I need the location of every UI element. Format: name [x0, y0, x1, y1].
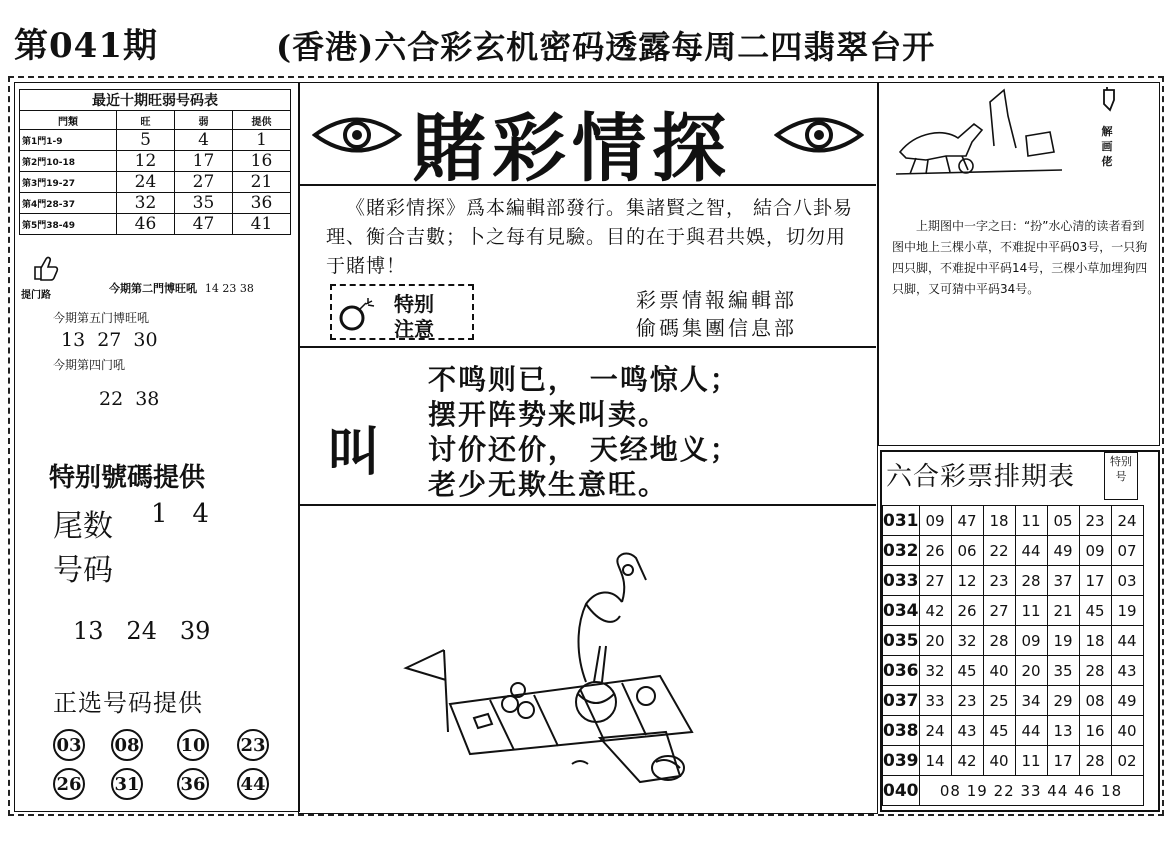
number-cell: 27 — [983, 596, 1015, 626]
number-cell: 35 — [1047, 656, 1079, 686]
number-cell: 33 — [919, 686, 951, 716]
page-header — [14, 8, 1164, 68]
picks-title: 正选号码提供 — [53, 689, 203, 717]
issue-cell: 033 — [883, 566, 920, 596]
number-cell: 18 — [983, 506, 1015, 536]
issue-cell: 036 — [883, 656, 920, 686]
pick-ball: 44 — [237, 768, 269, 800]
number-cell: 08 19 22 33 44 46 18 — [919, 776, 1143, 806]
number-cell: 03 — [1111, 566, 1143, 596]
number-cell: 26 — [919, 536, 951, 566]
number-cell: 42 — [951, 746, 983, 776]
number-cell: 49 — [1111, 686, 1143, 716]
history-title: 最近十期旺弱号码表 — [20, 90, 291, 111]
pick-ball: 26 — [53, 768, 85, 800]
table-row — [20, 214, 291, 235]
given-value: 16 — [233, 151, 291, 172]
pick-ball: 08 — [111, 729, 143, 761]
notice-label-2: 注意 — [394, 317, 434, 341]
number-cell: 27 — [919, 566, 951, 596]
pick-ball: 23 — [237, 729, 269, 761]
schedule-table — [882, 505, 1144, 806]
eye-icon — [774, 112, 864, 158]
number-cell: 11 — [1015, 746, 1047, 776]
page-title: (香港)六合彩玄机密码透露每周二四翡翠台开 — [276, 28, 936, 66]
poem-line: 摆开阵势来叫卖。 — [428, 398, 669, 431]
banner — [300, 84, 876, 192]
issue-cell: 035 — [883, 626, 920, 656]
number-cell: 09 — [1079, 536, 1111, 566]
given-value: 36 — [233, 193, 291, 214]
hot-value: 32 — [117, 193, 175, 214]
tip-line-1-text: 今期第二門博旺吼 — [109, 282, 197, 295]
number-cell: 45 — [983, 716, 1015, 746]
poem-line: 讨价还价， 天经地义； — [428, 433, 740, 466]
number-cell: 40 — [983, 656, 1015, 686]
table-row — [883, 686, 1144, 716]
special-title: 特别號碼提供 — [49, 463, 206, 493]
poem-text — [428, 362, 740, 502]
number-cell: 17 — [1079, 566, 1111, 596]
issue-cell: 037 — [883, 686, 920, 716]
row-label: 第3門19-27 — [20, 172, 117, 193]
org-name-2: 偷碼集團信息部 — [636, 316, 797, 340]
hot-value: 24 — [117, 172, 175, 193]
special-number-badge: 特别号 — [1104, 452, 1138, 500]
col-header: 弱 — [175, 111, 233, 130]
number-cell: 09 — [1015, 626, 1047, 656]
given-value: 1 — [233, 130, 291, 151]
issue-cell: 032 — [883, 536, 920, 566]
number-cell: 25 — [983, 686, 1015, 716]
number-cell: 49 — [1047, 536, 1079, 566]
dog-sketch-icon — [886, 86, 1064, 182]
issue-number: 第041期 — [14, 26, 158, 66]
number-cell: 28 — [1079, 746, 1111, 776]
number-cell: 37 — [1047, 566, 1079, 596]
hot-value: 46 — [117, 214, 175, 235]
intro-text: 《賭彩情探》爲本編輯部發行。集諸賢之智， 結合八卦易理、衡合吉數；卜之每有見驗。目的在于與君共娛，切勿用于賭博！ — [326, 197, 854, 277]
history-table — [19, 89, 291, 235]
table-row — [883, 716, 1144, 746]
table-row — [20, 130, 291, 151]
bomb-icon — [338, 296, 378, 332]
table-row — [883, 746, 1144, 776]
number-cell: 28 — [1079, 656, 1111, 686]
number-cell: 18 — [1079, 626, 1111, 656]
number-cell: 44 — [1015, 536, 1047, 566]
number-value: 13 24 39 — [73, 617, 211, 645]
tip-line-3-numbers: 22 38 — [99, 388, 160, 410]
side-label: 解画佬 — [1101, 125, 1113, 168]
pick-ball: 36 — [177, 768, 209, 800]
number-cell: 19 — [1047, 626, 1079, 656]
number-cell: 05 — [1047, 506, 1079, 536]
table-row — [883, 626, 1144, 656]
tip-line-3-text: 今期第四门吼 — [53, 358, 126, 372]
number-cell: 42 — [919, 596, 951, 626]
poem-block — [300, 348, 876, 506]
number-cell: 11 — [1015, 596, 1047, 626]
issue-cell: 039 — [883, 746, 920, 776]
number-cell: 19 — [1111, 596, 1143, 626]
number-cell: 44 — [1111, 626, 1143, 656]
number-cell: 20 — [919, 626, 951, 656]
intro-block — [300, 186, 876, 348]
weak-value: 27 — [175, 172, 233, 193]
number-cell: 40 — [1111, 716, 1143, 746]
issue-cell: 040 — [883, 776, 920, 806]
tip-line-2-numbers: 13 27 30 — [61, 329, 158, 351]
weak-value: 17 — [175, 151, 233, 172]
pointing-hand-icon — [1098, 86, 1122, 112]
number-cell: 24 — [919, 716, 951, 746]
number-cell: 32 — [919, 656, 951, 686]
number-cell: 23 — [1079, 506, 1111, 536]
hot-value: 5 — [117, 130, 175, 151]
schedule-title: 六合彩票排期表 — [886, 462, 1076, 492]
table-row — [20, 172, 291, 193]
number-cell: 02 — [1111, 746, 1143, 776]
number-cell: 07 — [1111, 536, 1143, 566]
clue-text: 上期图中一字之曰：“扮”水心清的读者看到图中地上三棵小草，不难捉中平码03号，一只狗四只脚，不难捉中平码14号，三棵小草加埋狗四只脚，又可猜中平码34号。 — [892, 219, 1148, 296]
number-cell: 43 — [1111, 656, 1143, 686]
thumbs-up-icon — [29, 253, 59, 283]
table-row — [20, 151, 291, 172]
col-header: 旺 — [117, 111, 175, 130]
number-cell: 26 — [951, 596, 983, 626]
tip-line-1-numbers: 14 23 38 — [204, 282, 254, 295]
pick-ball: 03 — [53, 729, 85, 761]
number-cell: 28 — [1015, 566, 1047, 596]
tip-line-2-text: 今期第五门博旺吼 — [53, 311, 150, 325]
table-row — [883, 596, 1144, 626]
org-name-1: 彩票情報編輯部 — [636, 288, 797, 312]
pick-ball: 10 — [177, 729, 209, 761]
issue-cell: 038 — [883, 716, 920, 746]
number-cell: 34 — [1015, 686, 1047, 716]
number-cell: 08 — [1079, 686, 1111, 716]
row-label: 第1門1-9 — [20, 130, 117, 151]
number-cell: 20 — [1015, 656, 1047, 686]
number-label: 号码 — [53, 553, 113, 588]
poem-big-char: 叫 — [328, 422, 381, 483]
number-cell: 14 — [919, 746, 951, 776]
number-cell: 32 — [951, 626, 983, 656]
notice-label-1: 特别 — [394, 292, 434, 316]
row-label: 第5門38-49 — [20, 214, 117, 235]
number-cell: 23 — [951, 686, 983, 716]
number-cell: 21 — [1047, 596, 1079, 626]
row-label: 第2門10-18 — [20, 151, 117, 172]
tip-line-1 — [109, 280, 254, 296]
table-row — [883, 656, 1144, 686]
number-cell: 23 — [983, 566, 1015, 596]
left-column — [14, 82, 300, 812]
given-value: 21 — [233, 172, 291, 193]
poem-line: 不鸣则已， 一鸣惊人； — [428, 363, 740, 396]
number-cell: 45 — [951, 656, 983, 686]
crane-illustration — [300, 506, 876, 812]
issue-cell: 034 — [883, 596, 920, 626]
weak-value: 4 — [175, 130, 233, 151]
banner-title: 賭彩情探 — [412, 106, 732, 192]
given-value: 41 — [233, 214, 291, 235]
number-cell: 29 — [1047, 686, 1079, 716]
number-cell: 47 — [951, 506, 983, 536]
number-cell: 09 — [919, 506, 951, 536]
table-row — [883, 506, 1144, 536]
number-cell: 40 — [983, 746, 1015, 776]
number-cell: 13 — [1047, 716, 1079, 746]
number-cell: 22 — [983, 536, 1015, 566]
notice-box — [330, 284, 474, 340]
tail-value: 1 4 — [151, 499, 209, 529]
tail-label: 尾数 — [53, 509, 113, 544]
table-row — [883, 536, 1144, 566]
poem-line: 老少无欺生意旺。 — [428, 468, 669, 501]
pick-ball: 31 — [111, 768, 143, 800]
eye-icon — [312, 112, 402, 158]
number-cell: 12 — [951, 566, 983, 596]
number-cell: 45 — [1079, 596, 1111, 626]
hot-value: 12 — [117, 151, 175, 172]
number-cell: 17 — [1047, 746, 1079, 776]
row-label: 第4門28-37 — [20, 193, 117, 214]
issue-cell: 031 — [883, 506, 920, 536]
weak-value: 35 — [175, 193, 233, 214]
table-row — [883, 566, 1144, 596]
number-cell: 44 — [1015, 716, 1047, 746]
number-cell: 24 — [1111, 506, 1143, 536]
number-cell: 43 — [951, 716, 983, 746]
number-cell: 28 — [983, 626, 1015, 656]
col-header: 門類 — [20, 111, 117, 130]
number-cell: 16 — [1079, 716, 1111, 746]
col-header: 提供 — [233, 111, 291, 130]
table-row — [883, 776, 1144, 806]
tip-icon-label: 提门路 — [21, 290, 51, 301]
number-cell: 06 — [951, 536, 983, 566]
table-row — [20, 193, 291, 214]
number-cell: 11 — [1015, 506, 1047, 536]
weak-value: 47 — [175, 214, 233, 235]
